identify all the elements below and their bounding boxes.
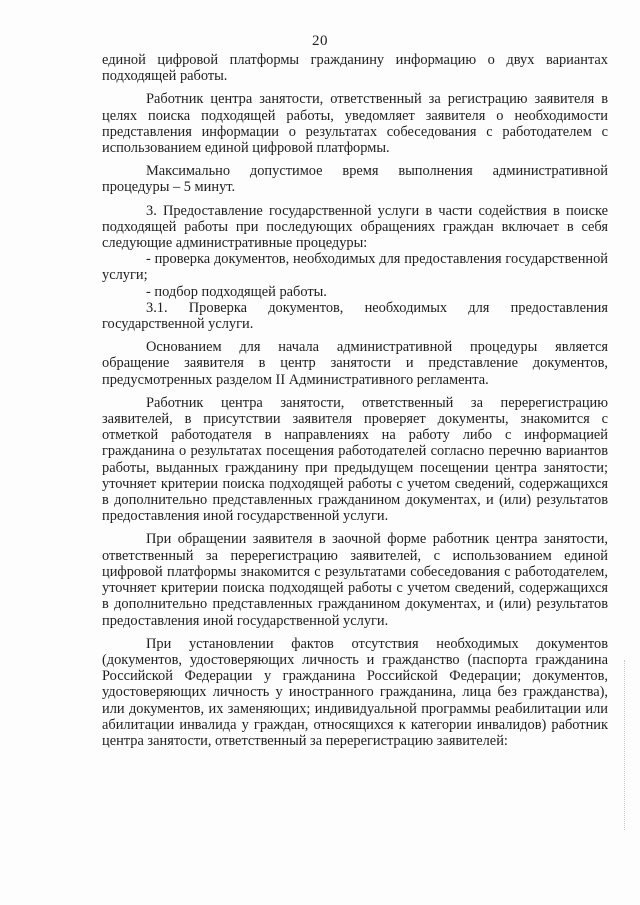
scan-margin-marks [624,660,628,830]
page-number: 20 [312,33,328,49]
paragraph: Работник центра занятости, ответственный за регистрацию заявителя в целях поиска подходящей работы, уведомляет заявителя о необходимости представления информации о результатах собеседования с работодателем с использованием единой цифровой платформы. [102,91,608,157]
paragraph: При установлении фактов отсутствия необходимых документов (документов, удостоверяющих личность и гражданство (паспорта гражданина Российской Федерации у гражданина Российской Федерации; документов, удостоверяющих личность у иностранного гражданина, лица без гражданства), или документов, их заменяющих; индивидуальной программы реабилитации или абилитации инвалида у граждан, относящихся к категории инвалидов) работник центра занятости, ответственный за перерегистрацию заявителей: [102,635,608,749]
document-body [102,52,608,749]
paragraph: Основанием для начала административной процедуры является обращение заявителя в центр занятости и представление документов, предусмотренных разделом II Административного регламента. [102,339,608,388]
list-item: - подбор подходящей работы. [146,283,327,300]
section-heading: 3.1. Проверка документов, необходимых для предоставления государственной услуги. [102,299,608,333]
paragraph: единой цифровой платформы гражданину информацию о двух вариантах подходящей работы. [102,52,608,85]
paragraph: Работник центра занятости, ответственный за перерегистрацию заявителей, в присутствии заявителя проверяет документы, знакомится с отметкой работодателя в направлениях на работу либо с информацией гражданина о результатах посещения работодателей согласно перечню вариантов работы, выданных гражданину при предыдущем посещении центра занятости; уточняет критерии поиска подходящей работы с учетом сведений, содержащихся в дополнительно представленных гражданином документах, и (или) результатов предоставления иной государственной услуги. [102,394,608,525]
list-item: - проверка документов, необходимых для предоставления государственной услуги; [102,251,608,284]
paragraph: 3. Предоставление государственной услуги в части содействия в поиске подходящей работы при последующих обращениях граждан включает в себя следующие административные процедуры: [102,202,608,252]
paragraph: Максимально допустимое время выполнения административной процедуры – 5 минут. [102,163,608,196]
paragraph: При обращении заявителя в заочной форме работник центра занятости, ответственный за перерегистрацию заявителей, с использованием единой цифровой платформы знакомится с результатами собеседования с работодателем, уточняет критерии поиска подходящей работы с учетом сведений, содержащихся в дополнительно представленных гражданином документах, и (или) результатов предоставления иной государственной услуги. [102,531,608,629]
